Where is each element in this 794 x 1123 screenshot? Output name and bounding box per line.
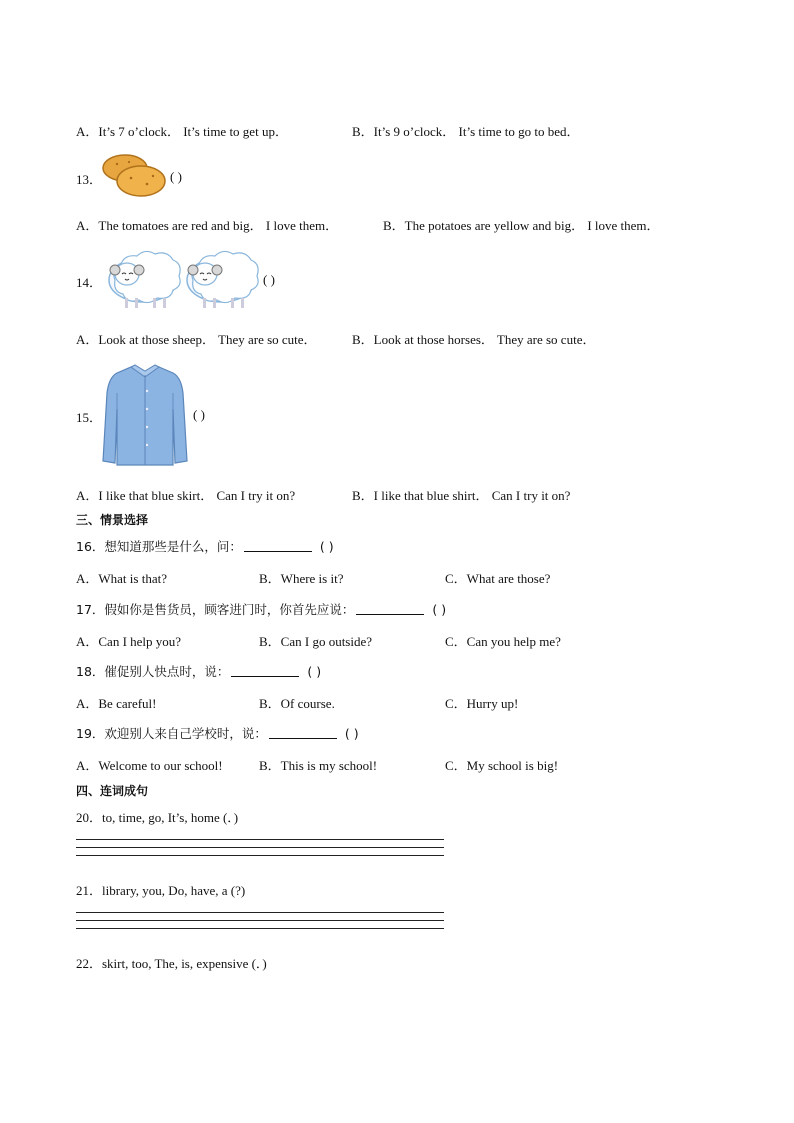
q18-option-c: C．Hurry up!	[445, 696, 519, 711]
q22-words: 22．skirt, too, The, is, expensive (．)	[76, 956, 267, 971]
q17-option-a: A．Can I help you?	[76, 634, 182, 649]
q13-option-a: A．The tomatoes are red and big． I love them．	[76, 218, 339, 233]
q15-answer-paren: ( )	[193, 407, 205, 422]
q14-number: 14．	[76, 275, 103, 290]
q12-option-a: A．It’s 7 o’clock． It’s time to get up．	[76, 124, 288, 139]
q14-answer-paren: ( )	[263, 272, 275, 287]
q13-answer-paren: ( )	[170, 169, 182, 184]
q19-question	[76, 724, 359, 742]
q19-answer-blank[interactable]	[269, 726, 337, 739]
q20-writing-lines[interactable]	[76, 839, 444, 863]
q17-answer-paren: ( )	[432, 602, 447, 617]
q17-answer-blank[interactable]	[356, 602, 424, 615]
q18-answer-paren: ( )	[307, 664, 322, 679]
q18-option-b: B．Of course.	[259, 696, 335, 711]
shirt-icon	[101, 363, 189, 467]
q16-question	[76, 537, 334, 555]
q14-option-b: B．Look at those horses． They are so cute．	[352, 332, 596, 347]
q12-option-b: B．It’s 9 o’clock． It’s time to go to bed．	[352, 124, 580, 139]
section-3-heading: 三、情景选择	[76, 513, 149, 527]
q17-option-b: B．Can I go outside?	[259, 634, 373, 649]
q13-number: 13．	[76, 172, 103, 187]
q17-option-c: C．Can you help me?	[445, 634, 561, 649]
q16-answer-blank[interactable]	[244, 539, 312, 552]
q18-prompt: 18．催促别人快点时，说：	[76, 664, 230, 679]
q13-option-b: B．The potatoes are yellow and big． I love them．	[383, 218, 660, 233]
q15-option-b: B．I like that blue shirt． Can I try it on?	[352, 488, 571, 503]
q14-option-a: A．Look at those sheep． They are so cute．	[76, 332, 317, 347]
q18-answer-blank[interactable]	[231, 664, 299, 677]
q21-words: 21．library, you, Do, have, a (?)	[76, 883, 246, 898]
q16-answer-paren: ( )	[319, 539, 334, 554]
q15-option-a: A．I like that blue skirt． Can I try it on?	[76, 488, 296, 503]
q18-option-a: A．Be careful!	[76, 696, 157, 711]
q20-words: 20．to, time, go, It’s, home (．)	[76, 810, 239, 825]
q16-prompt: 16．想知道那些是什么，问：	[76, 539, 242, 554]
q21-writing-lines[interactable]	[76, 912, 444, 936]
potato-icon	[101, 150, 167, 200]
section-4-heading: 四、连词成句	[76, 784, 149, 798]
q19-option-a: A．Welcome to our school!	[76, 758, 223, 773]
q16-option-c: C．What are those?	[445, 571, 551, 586]
sheep-icon	[101, 250, 259, 310]
q16-option-a: A．What is that?	[76, 571, 167, 586]
q19-option-b: B．This is my school!	[259, 758, 378, 773]
q16-option-b: B．Where is it?	[259, 571, 344, 586]
q19-answer-paren: ( )	[344, 726, 359, 741]
q19-option-c: C．My school is big!	[445, 758, 559, 773]
q17-question	[76, 600, 446, 618]
q17-prompt: 17．假如你是售货员，顾客进门时，你首先应说：	[76, 602, 355, 617]
q15-number: 15．	[76, 410, 103, 425]
q19-prompt: 19．欢迎别人来自己学校时，说：	[76, 726, 267, 741]
q18-question	[76, 662, 321, 680]
